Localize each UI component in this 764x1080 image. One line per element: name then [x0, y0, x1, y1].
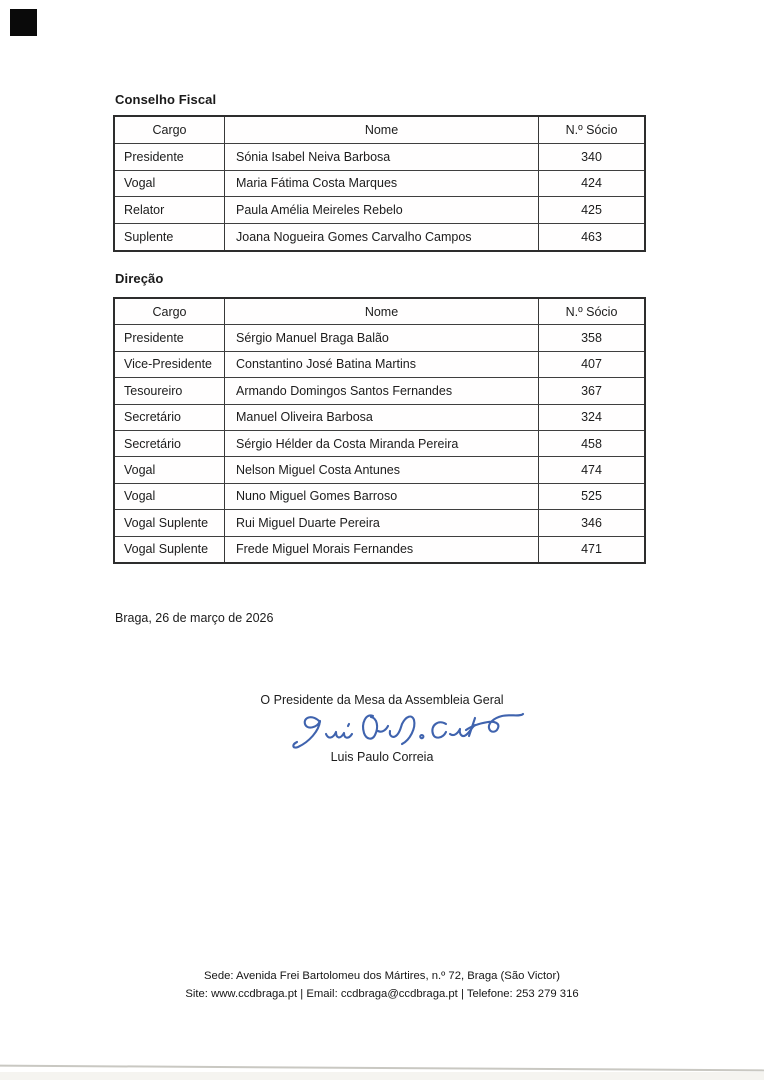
table-cell: Armando Domingos Santos Fernandes [224, 378, 538, 403]
column-header: N.º Sócio [538, 299, 644, 324]
table-cell: 458 [538, 431, 644, 456]
table-cell: Rui Miguel Duarte Pereira [224, 510, 538, 535]
table-cell: 346 [538, 510, 644, 535]
table-cell: Sónia Isabel Neiva Barbosa [224, 144, 538, 170]
table-cell: 367 [538, 378, 644, 403]
table-row [115, 404, 644, 430]
table-cell: 324 [538, 405, 644, 430]
scanner-corner-mark [10, 9, 37, 36]
paper-bottom-strip [0, 1072, 764, 1080]
signer-name: Luis Paulo Correia [330, 750, 434, 764]
table-cell: Manuel Oliveira Barbosa [224, 405, 538, 430]
table-row [115, 377, 644, 403]
table-cell: Joana Nogueira Gomes Carvalho Campos [224, 224, 538, 250]
signature-ink [293, 714, 523, 748]
table-cell: Presidente [124, 331, 184, 346]
table-cell: 424 [538, 171, 644, 197]
footer-contact-line: Site: www.ccdbraga.pt | Email: ccdbraga@ccdbraga.pt | Telefone: 253 279 316 [185, 988, 579, 1000]
paper-bottom-edge [0, 1065, 764, 1072]
table-row [115, 430, 644, 456]
section-title-direcao: Direção [115, 271, 164, 286]
table-row [115, 536, 644, 562]
table-cell: Maria Fátima Costa Marques [224, 171, 538, 197]
table-cell: Vice-Presidente [124, 357, 213, 372]
table-row [115, 223, 644, 250]
table-cell: Tesoureiro [124, 383, 183, 398]
table-cell: Sérgio Hélder da Costa Miranda Pereira [224, 431, 538, 456]
table-cell: 425 [538, 197, 644, 223]
signer-title: O Presidente da Mesa da Assembleia Geral [260, 693, 504, 707]
table-header-row [115, 117, 644, 143]
table-cell: Presidente [124, 149, 184, 164]
column-header: N.º Sócio [538, 117, 644, 143]
table-row [115, 456, 644, 482]
table-cell: Vogal [124, 176, 156, 191]
column-header: Nome [224, 117, 538, 143]
table-cell: Vogal Suplente [124, 515, 209, 530]
table-cell: 471 [538, 537, 644, 562]
table-row [115, 170, 644, 197]
table-cell: 525 [538, 484, 644, 509]
table-row [115, 143, 644, 170]
table-cell: 358 [538, 325, 644, 350]
table-cell: 407 [538, 352, 644, 377]
table-row [115, 483, 644, 509]
table-cell: Paula Amélia Meireles Rebelo [224, 197, 538, 223]
table-row [115, 509, 644, 535]
date-place-line: Braga, 26 de março de 2026 [115, 611, 274, 625]
table-cell: Sérgio Manuel Braga Balão [224, 325, 538, 350]
table-cell: Secretário [124, 436, 181, 451]
table-cell: Vogal [124, 463, 156, 478]
table-cell: Suplente [124, 230, 174, 245]
column-header: Nome [224, 299, 538, 324]
table-cell: Nelson Miguel Costa Antunes [224, 457, 538, 482]
conselho-fiscal-table [113, 115, 646, 252]
table-cell: Nuno Miguel Gomes Barroso [224, 484, 538, 509]
table-row [115, 324, 644, 350]
table-cell: Secretário [124, 410, 181, 425]
column-header: Cargo [152, 304, 187, 319]
section-title-conselho-fiscal: Conselho Fiscal [115, 92, 217, 107]
table-cell: 474 [538, 457, 644, 482]
table-row [115, 196, 644, 223]
table-cell: Vogal Suplente [124, 542, 209, 557]
column-header: Cargo [152, 122, 187, 137]
direcao-table [113, 297, 646, 564]
table-header-row [115, 299, 644, 324]
table-cell: Relator [124, 203, 165, 218]
table-cell: Frede Miguel Morais Fernandes [224, 537, 538, 562]
footer-address-line: Sede: Avenida Frei Bartolomeu dos Mártires, n.º 72, Braga (São Victor) [204, 970, 560, 982]
table-cell: Constantino José Batina Martins [224, 352, 538, 377]
table-cell: 340 [538, 144, 644, 170]
table-cell: Vogal [124, 489, 156, 504]
table-cell: 463 [538, 224, 644, 250]
table-row [115, 351, 644, 377]
